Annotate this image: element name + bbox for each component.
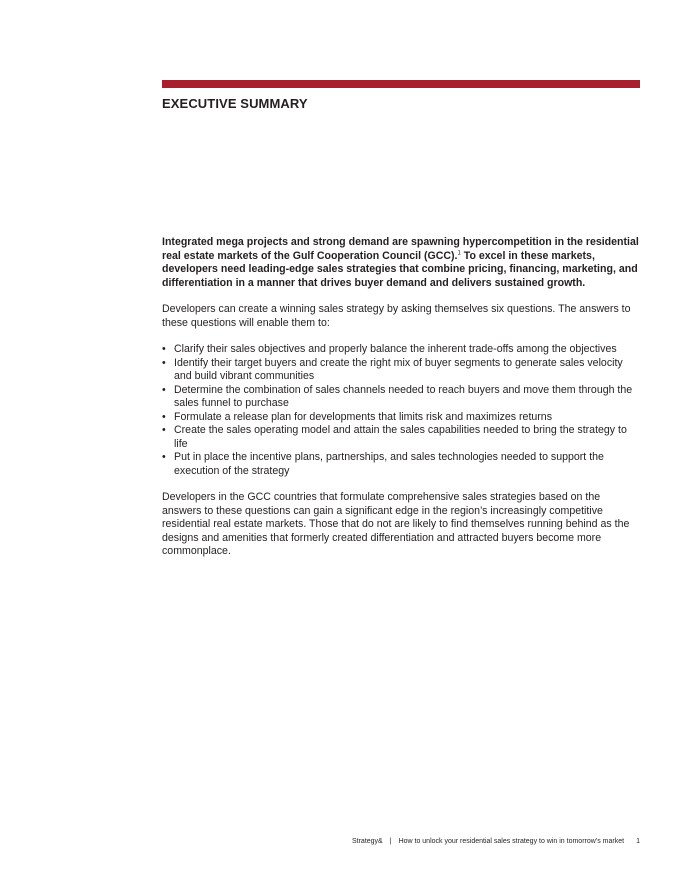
bullet-icon: • [162, 424, 166, 436]
bullet-icon: • [162, 343, 166, 355]
bullet-icon: • [162, 383, 166, 396]
page-number: 1 [636, 838, 640, 845]
header-rule [162, 80, 640, 88]
closing-paragraph: Developers in the GCC countries that formulate comprehensive sales strategies based on the answers to these questions can gain a significant edge in the region’s increasingly competitive residential real estate markets. Those that do not are likely to find themselves running behind as the designs and amenities that formerly created differentiation and attracted buyers become more commonplace. [162, 491, 630, 557]
list-item-text: Clarify their sales objectives and properly balance the inherent trade-offs among the objectives [174, 343, 617, 355]
section-heading: EXECUTIVE SUMMARY [162, 96, 308, 111]
footnote-ref[interactable]: 1 [457, 249, 461, 256]
body-content [162, 236, 642, 572]
list-item-text: Identify their target buyers and create the right mix of buyer segments to generate sales velocity and build vibrant communities [174, 356, 623, 382]
list-item [162, 384, 642, 411]
bullet-icon: • [162, 451, 166, 463]
footer-title: How to unlock your residential sales strategy to win in tomorrow’s market [398, 838, 625, 845]
list-item-text: Determine the combination of sales channels needed to reach buyers and move them through the sales funnel to purchase [174, 383, 633, 409]
list-item [162, 424, 642, 451]
question-list [162, 343, 642, 478]
list-item-text: Put in place the incentive plans, partnerships, and sales technologies needed to support the execution of the strategy [174, 451, 604, 477]
list-item [162, 451, 642, 478]
lead-paragraph [162, 236, 642, 290]
bullet-icon: • [162, 356, 166, 369]
list-item-text: Create the sales operating model and attain the sales capabilities needed to bring the strategy to life [174, 424, 627, 450]
lead-text-1: Integrated mega projects and strong demand are spawning hypercompetition in the residential real estate markets of the Gulf Cooperation Council (GCC). [162, 236, 639, 262]
list-item [162, 411, 642, 425]
lead-text-2: To excel in these markets, developers need leading-edge sales strategies that combine pricing, financing, marketing, and differentiation in a manner that drives buyer demand and delivers sustained growth. [162, 249, 638, 289]
intro-paragraph: Developers can create a winning sales strategy by asking themselves six questions. The answers to these questions will enable them to: [162, 303, 631, 329]
list-item-text: Formulate a release plan for developments that limits risk and maximizes returns [174, 410, 552, 423]
page-footer [352, 838, 640, 845]
list-item [162, 357, 642, 384]
bullet-icon: • [162, 410, 166, 423]
list-item [162, 343, 642, 357]
footer-brand: Strategy& [351, 838, 383, 845]
footer-separator: | [389, 838, 392, 845]
